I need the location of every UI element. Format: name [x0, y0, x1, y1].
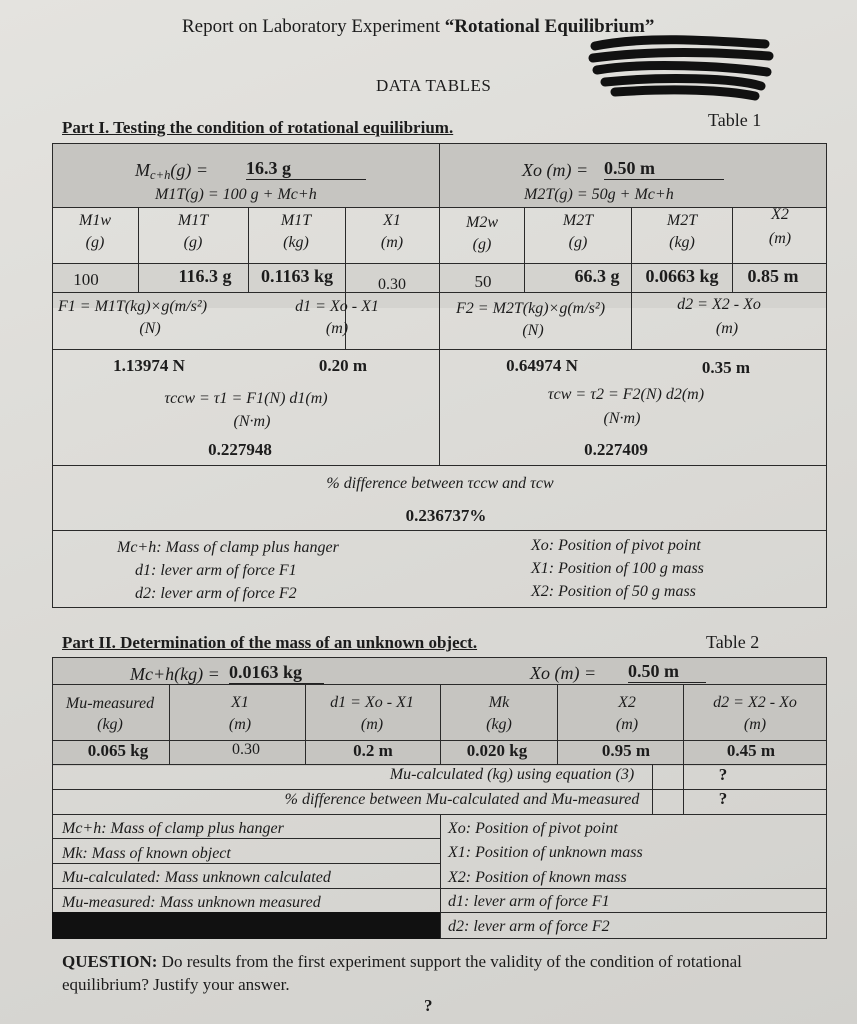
val-p2-x1: 0.30 [232, 741, 260, 758]
table1-label: Table 1 [708, 110, 762, 130]
pct-diff-label: % difference between τccw and τcw [326, 475, 554, 492]
val-p2-d2: 0.45 m [726, 741, 776, 760]
p2-mch-value: 0.0163 kg [229, 662, 324, 684]
val-p2-d1: 0.2 m [353, 741, 393, 760]
hdr-m2t-g-unit: (g) [568, 234, 588, 251]
hdr-p2-d1-unit: (m) [360, 716, 384, 733]
f1-formula: F1 = M1T(kg)×g(m/s²) [58, 298, 208, 315]
hdr-mk: Mk [488, 694, 510, 711]
val-x1: 0.30 [378, 276, 406, 293]
hdr-x1: X1 [383, 212, 401, 229]
tccw-unit: (N·m) [233, 413, 271, 430]
f1-value: 1.13974 N [113, 356, 185, 375]
hdr-p2-d1: d1 = Xo - X1 [330, 694, 414, 711]
tcw-unit: (N·m) [603, 410, 641, 427]
hdr-m1t-g: M1T [177, 212, 209, 229]
hdr-p2-x1: X1 [231, 694, 249, 711]
p2-mch-label: Mc+h(kg) = [130, 664, 220, 684]
legend2-right: Xo: Position of pivot point X1: Position of unknown mass X2: Position of known mass d1: lever arm of force F1 d2: lever arm of force F2 [448, 820, 643, 935]
d1-unit: (m) [325, 320, 349, 337]
legend1-right: Xo: Position of pivot point X1: Position of 100 g mass X2: Position of 50 g mass [531, 537, 704, 600]
redaction-bar [52, 912, 440, 939]
val-mu-measured: 0.065 kg [87, 741, 149, 760]
tccw-value: 0.227948 [208, 440, 272, 459]
hdr-m1w-unit: (g) [85, 234, 105, 251]
val-mk: 0.020 kg [466, 741, 528, 760]
question-answer: ? [424, 996, 433, 1015]
hdr-p2-d2: d2 = X2 - Xo [713, 694, 797, 711]
f2-formula: F2 = M2T(kg)×g(m/s²) [456, 300, 606, 317]
hdr-m2t-kg-unit: (kg) [669, 234, 695, 251]
hdr-mu-measured-unit: (kg) [97, 716, 123, 733]
val-m1w: 100 [73, 270, 99, 289]
hdr-x2-unit: (m) [768, 230, 792, 247]
question-block: QUESTION: Do results from the first experiment support the validity of the condition of rotational equilibrium? Justify your answer. [62, 952, 742, 994]
val-x2: 0.85 m [747, 266, 799, 286]
mu-calculated-value: ? [718, 765, 728, 784]
hdr-m1t-kg: M1T [280, 212, 312, 229]
hdr-p2-d2-unit: (m) [743, 716, 767, 733]
d2-value: 0.35 m [701, 358, 751, 377]
hdr-p2-x2-unit: (m) [615, 716, 639, 733]
hdr-m2w-unit: (g) [472, 236, 492, 253]
hdr-m2t-g: M2T [562, 212, 594, 229]
hdr-m1t-g-unit: (g) [183, 234, 203, 251]
val-m2t-g: 66.3 g [574, 266, 620, 286]
redaction-scribble [585, 32, 775, 102]
hdr-x1-unit: (m) [380, 234, 404, 251]
d2-formula: d2 = X2 - Xo [677, 296, 761, 313]
f1-unit: (N) [139, 320, 161, 337]
pct-diff-value: 0.236737% [405, 506, 487, 525]
m1t-formula: M1T(g) = 100 g + Mc+h [155, 186, 317, 203]
hdr-mk-unit: (kg) [486, 716, 512, 733]
val-m1t-g: 116.3 g [178, 266, 232, 286]
tcw-formula: τcw = τ2 = F2(N) d2(m) [547, 386, 705, 403]
table2-label: Table 2 [706, 632, 760, 652]
mch-label: $M_{c+h}(g)$ = [135, 160, 209, 182]
val-m2w: 50 [474, 272, 492, 291]
hdr-m2t-kg: M2T [666, 212, 698, 229]
f2-value: 0.64974 N [506, 356, 578, 375]
tcw-value: 0.227409 [584, 440, 648, 459]
hdr-p2-x1-unit: (m) [228, 716, 252, 733]
data-tables-heading: DATA TABLES [376, 76, 492, 95]
p2-pct-label: % difference between Mu-calculated and Mu-measured [284, 791, 640, 808]
p2-pct-value: ? [718, 789, 728, 808]
xo-label: Xo (m) = [522, 160, 589, 180]
report-title: Report on Laboratory Experiment “Rotational Equilibrium” [182, 16, 655, 37]
hdr-mu-measured: Mu-measured [65, 695, 155, 712]
d2-unit: (m) [715, 320, 739, 337]
mch-value: 16.3 g [246, 158, 366, 180]
d1-value: 0.20 m [318, 356, 368, 375]
f2-unit: (N) [522, 322, 544, 339]
part1-heading: Part I. Testing the condition of rotational equilibrium. [62, 118, 454, 137]
legend2-left: Mc+h: Mass of clamp plus hanger Mk: Mass of known object Mu-calculated: Mass unknown calculated Mu-measured: Mass unknown measured [62, 820, 331, 912]
hdr-p2-x2: X2 [618, 694, 636, 711]
hdr-m1t-kg-unit: (kg) [283, 234, 309, 251]
val-p2-x2: 0.95 m [601, 741, 651, 760]
part2-heading: Part II. Determination of the mass of an unknown object. [62, 633, 478, 652]
p2-xo-label: Xo (m) = [530, 663, 597, 683]
hdr-m2w: M2w [466, 214, 498, 231]
d1-formula: d1 = Xo - X1 [295, 298, 379, 315]
mu-calculated-label: Mu-calculated (kg) using equation (3) [389, 766, 635, 783]
tccw-formula: τccw = τ1 = F1(N) d1(m) [164, 390, 328, 407]
p2-xo-value: 0.50 m [628, 661, 706, 683]
m2t-formula: M2T(g) = 50g + Mc+h [524, 186, 674, 203]
legend1-left: Mc+h: Mass of clamp plus hanger d1: lever arm of force F1 d2: lever arm of force F2 [117, 539, 339, 602]
hdr-m1w: M1w [79, 212, 111, 229]
val-m2t-kg: 0.0663 kg [645, 266, 719, 286]
hdr-x2: X2 [771, 206, 789, 223]
val-m1t-kg: 0.1163 kg [260, 266, 334, 286]
xo-value: 0.50 m [604, 158, 724, 180]
